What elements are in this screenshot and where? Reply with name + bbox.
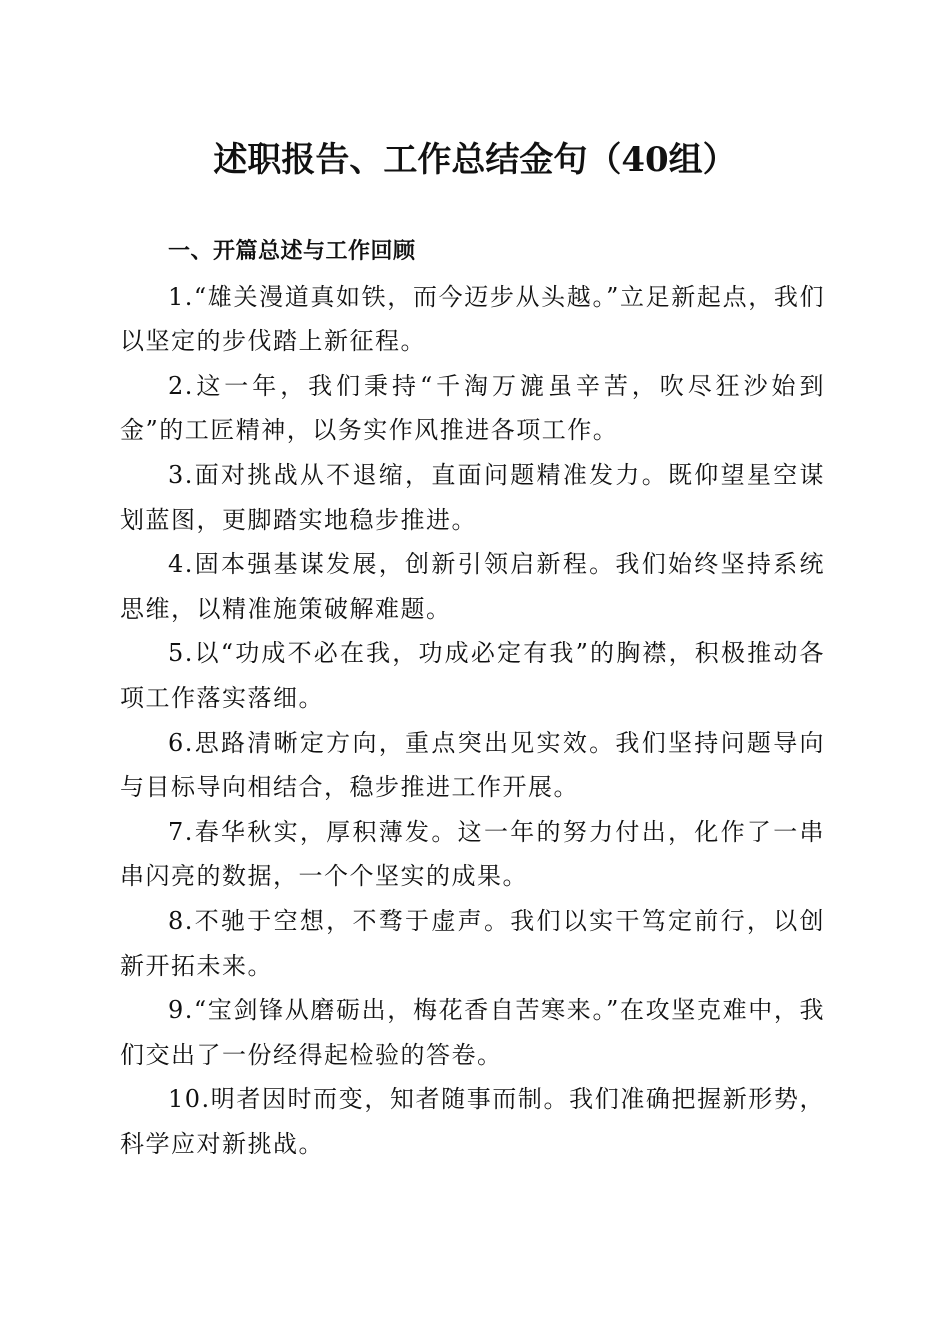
quote-item-10: 10.明者因时而变，知者随事而制。我们准确把握新形势，科学应对新挑战。 — [120, 1085, 825, 1158]
quote-item-8: 8.不驰于空想，不骛于虚声。我们以实干笃定前行，以创新开拓未来。 — [120, 906, 825, 980]
quote-item-1: 1.“雄关漫道真如铁，而今迈步从头越。”立足新起点，我们以坚定的步伐踏上新征程。 — [120, 282, 825, 356]
quote-item-7: 7.春华秋实，厚积薄发。这一年的努力付出，化作了一串串闪亮的数据，一个个坚实的成果。 — [120, 817, 825, 891]
quote-item-4: 4.固本强基谋发展，创新引领启新程。我们始终坚持系统思维，以精准施策破解难题。 — [120, 550, 825, 623]
document-title: 述职报告、工作总结金句（40组） — [213, 140, 737, 180]
quote-item-6: 6.思路清晰定方向，重点突出见实效。我们坚持问题导向与目标导向相结合，稳步推进工作开展。 — [120, 728, 825, 802]
document-body — [120, 230, 825, 1166]
quote-item-2: 2.这一年，我们秉持“千淘万漉虽辛苦，吹尽狂沙始到金”的工匠精神，以务实作风推进各项工作。 — [120, 371, 825, 445]
quote-item-9: 9.“宝剑锋从磨砺出，梅花香自苦寒来。”在攻坚克难中，我们交出了一份经得起检验的答卷。 — [120, 996, 825, 1069]
quote-list — [120, 275, 825, 1167]
quote-item-3: 3.面对挑战从不退缩，直面问题精准发力。既仰望星空谋划蓝图，更脚踏实地稳步推进。 — [120, 460, 825, 534]
section-heading: 一、开篇总述与工作回顾 — [168, 239, 416, 264]
quote-item-5: 5.以“功成不必在我，功成必定有我”的胸襟，积极推动各项工作落实落细。 — [120, 639, 825, 712]
